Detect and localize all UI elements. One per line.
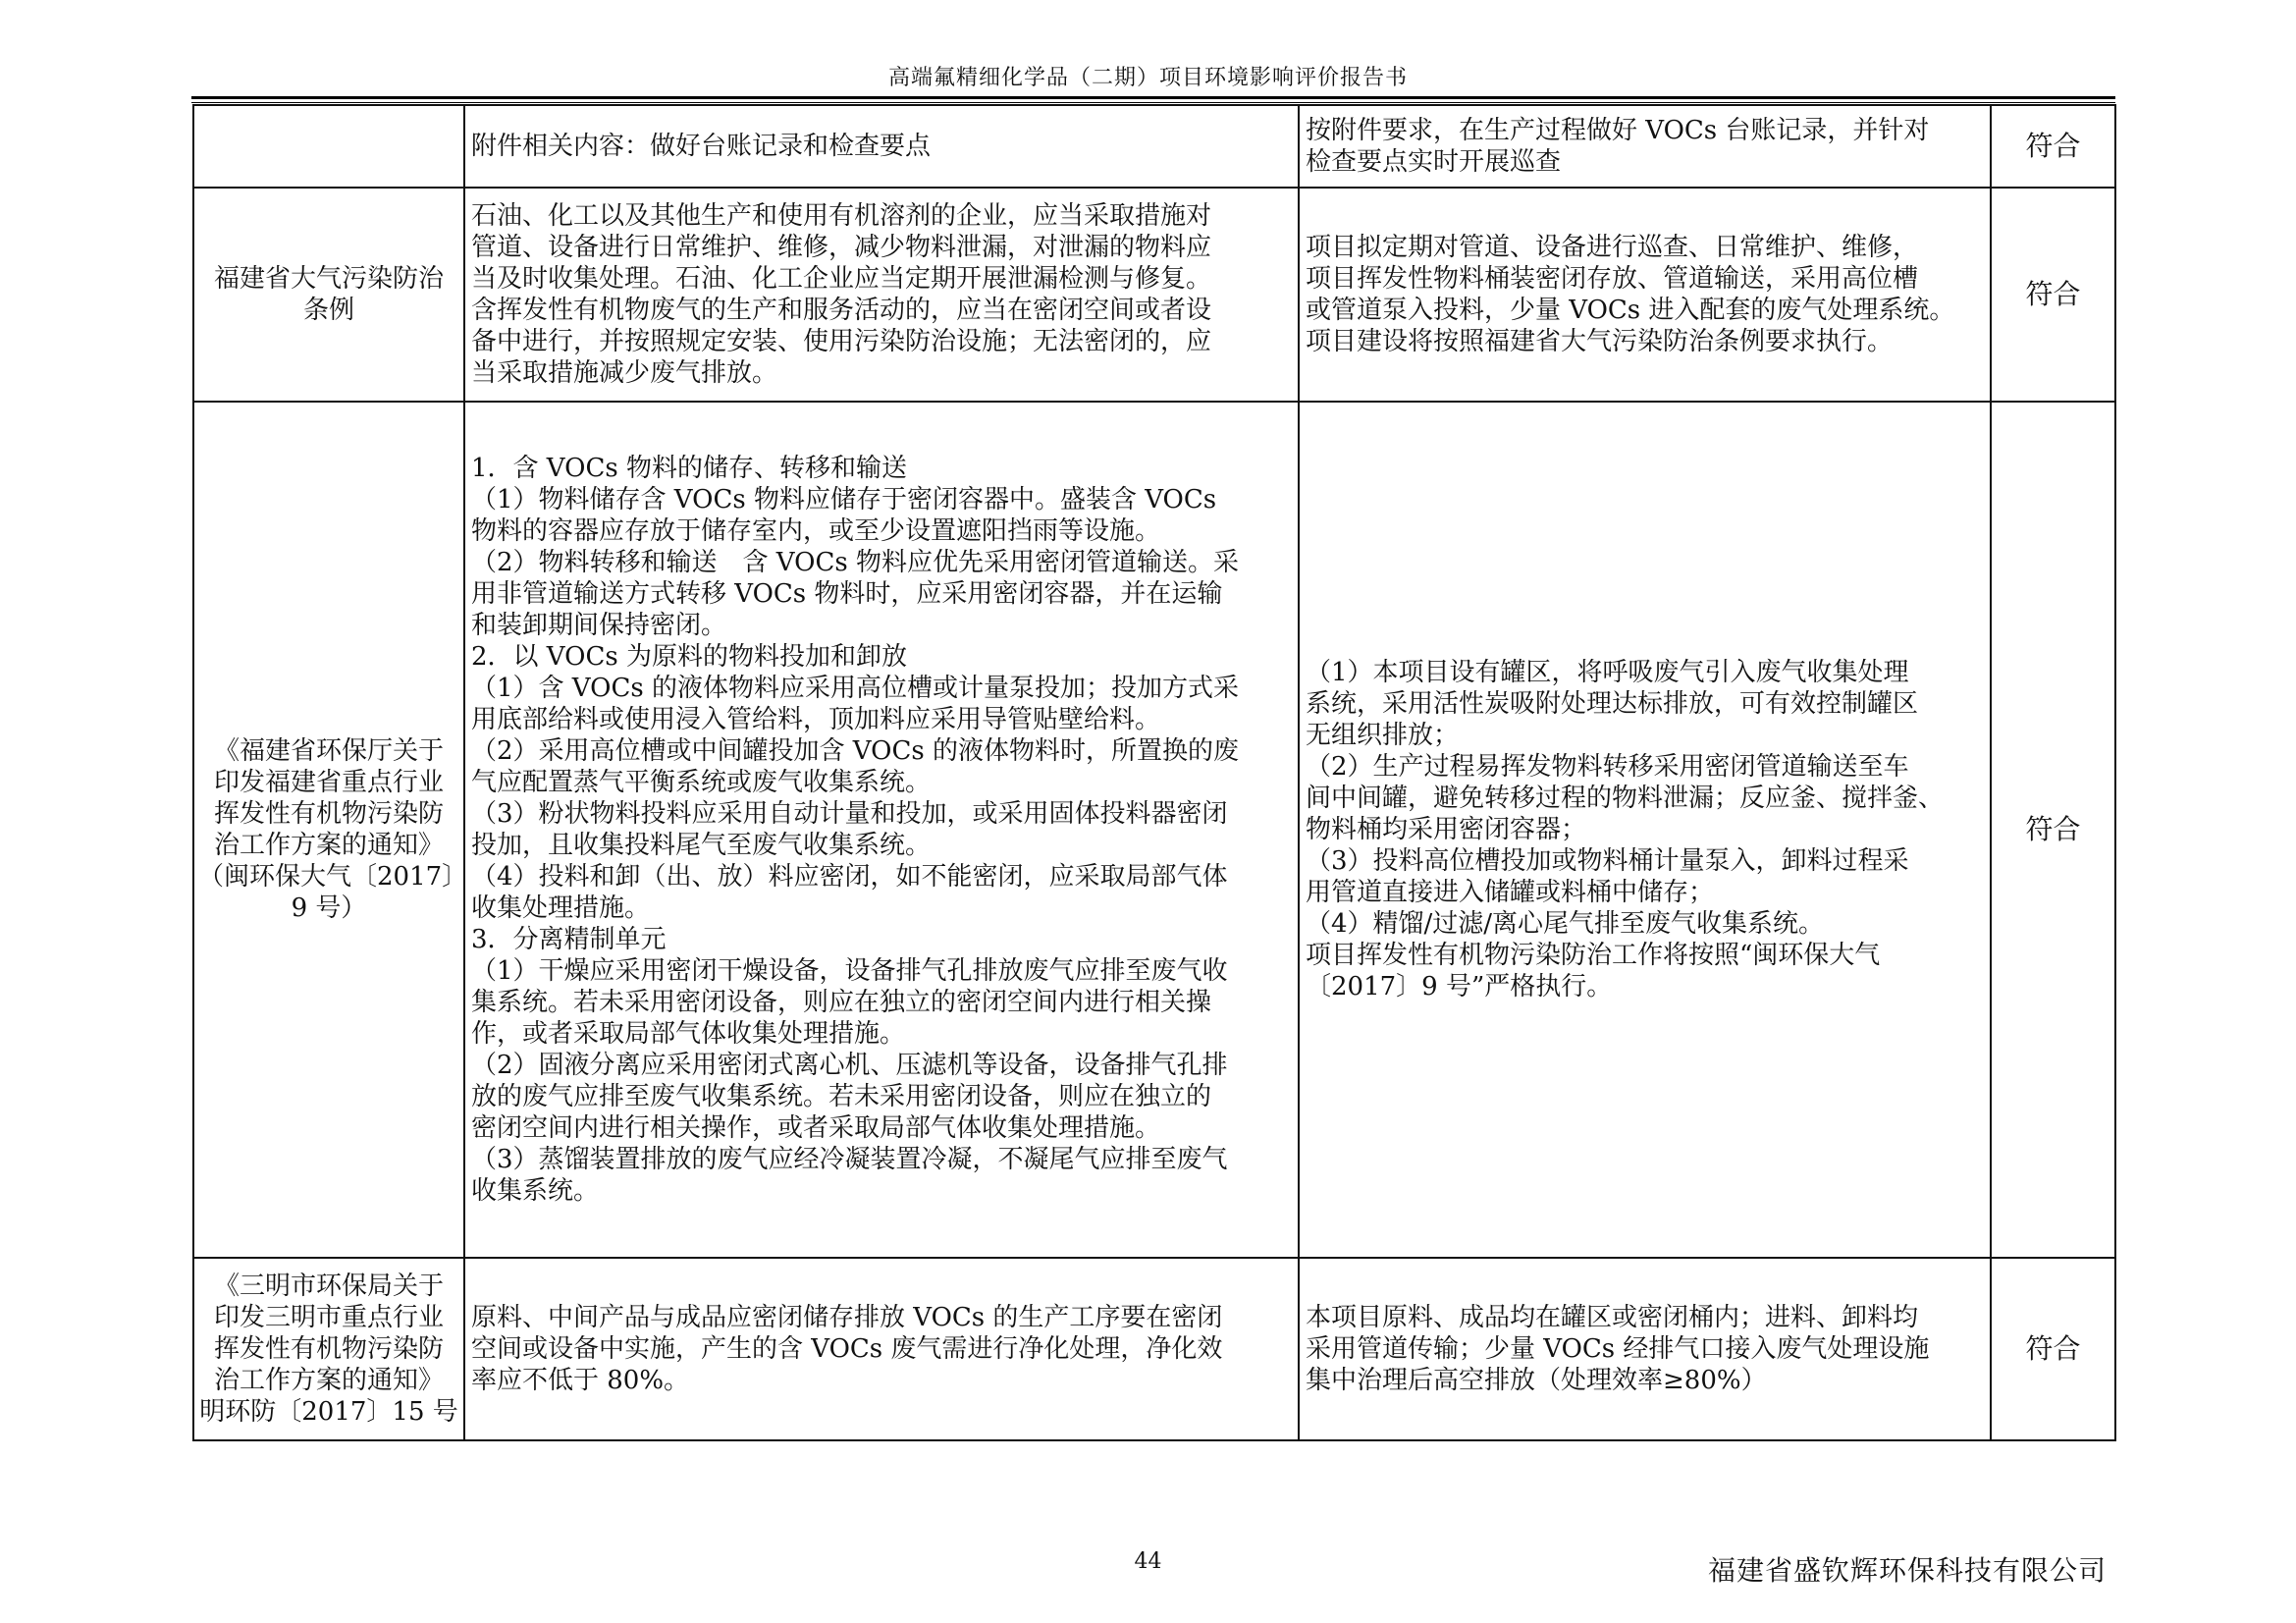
text-line: 检查要点实时开展巡查 <box>1306 147 1562 177</box>
text-line: （2）固液分离应采用密闭式离心机、压滤机等设备，设备排气孔排 <box>471 1051 1228 1080</box>
text-line: （4）投料和卸（出、放）料应密闭，如不能密闭，应采取局部气体 <box>471 862 1228 892</box>
text-line: （2）采用高位槽或中间罐投加含 VOCs 的液体物料时，所置换的废 <box>471 736 1239 766</box>
text-line: 收集系统。 <box>471 1176 600 1206</box>
text-line: （3）粉状物料投料应采用自动计量和投加，或采用固体投料器密闭 <box>471 799 1228 829</box>
text-line: 1．含 VOCs 物料的储存、转移和输送 <box>471 454 907 483</box>
result-cell: 符合 <box>1991 105 2115 188</box>
text-line: 《三明市环保局关于 <box>213 1271 444 1301</box>
text-line: （4）精馏/过滤/离心尾气排至废气收集系统。 <box>1306 909 1825 939</box>
regulation-cell <box>193 1258 464 1440</box>
table-row <box>193 1258 2115 1440</box>
company-name: 福建省盛钦辉环保科技有限公司 <box>1707 1554 2107 1587</box>
text-line: 率应不低于 80%。 <box>471 1366 690 1395</box>
result-cell: 符合 <box>1991 188 2115 402</box>
text-line: 采用管道传输；少量 VOCs 经排气口接入废气处理设施 <box>1306 1334 1930 1364</box>
text-line: 当采取措施减少废气排放。 <box>471 358 778 388</box>
text-line: （1）物料储存含 VOCs 物料应储存于密闭容器中。盛装含 VOCs <box>471 485 1217 514</box>
text-line: 当及时收集处理。石油、化工企业应当定期开展泄漏检测与修复。 <box>471 264 1212 294</box>
table-row <box>193 188 2115 402</box>
implementation-cell <box>1299 188 1991 402</box>
requirement-cell <box>464 188 1299 402</box>
text-line: 密闭空间内进行相关操作，或者采取局部气体收集处理措施。 <box>471 1113 1161 1143</box>
requirement-cell <box>464 1258 1299 1440</box>
text-line: 集中治理后高空排放（处理效率≥80%） <box>1306 1366 1767 1395</box>
text-line: 物料桶均采用密闭容器； <box>1306 815 1587 844</box>
table-row <box>193 105 2115 188</box>
text-line: 投加，且收集投料尾气至废气收集系统。 <box>471 831 932 860</box>
text-line: 明环防〔2017〕15 号 <box>199 1397 458 1427</box>
text-line: （3）蒸馏装置排放的废气应经冷凝装置冷凝，不凝尾气应排至废气 <box>471 1145 1228 1174</box>
text-line: （3）投料高位槽投加或物料桶计量泵入，卸料过程采 <box>1306 846 1909 876</box>
text-line: （2）生产过程易挥发物料转移采用密闭管道输送至车 <box>1306 752 1909 782</box>
text-line: 本项目原料、成品均在罐区或密闭桶内；进料、卸料均 <box>1306 1303 1919 1332</box>
text-line: 治工作方案的通知》 <box>213 1366 444 1395</box>
implementation-cell <box>1299 402 1991 1258</box>
text-line: 原料、中间产品与成品应密闭储存排放 VOCs 的生产工序要在密闭 <box>471 1303 1223 1332</box>
requirement-cell <box>464 402 1299 1258</box>
text-line: 印发福建省重点行业 <box>213 768 444 797</box>
text-line: 备中进行，并按照规定安装、使用污染防治设施；无法密闭的，应 <box>471 327 1212 356</box>
text-line: 物料的容器应存放于储存室内，或至少设置遮阳挡雨等设施。 <box>471 516 1161 546</box>
text-line: 治工作方案的通知》 <box>213 831 444 860</box>
text-line: 3．分离精制单元 <box>471 925 667 954</box>
result-cell: 符合 <box>1991 1258 2115 1440</box>
text-line: 和装卸期间保持密闭。 <box>471 611 727 640</box>
text-line: 集系统。若未采用密闭设备，则应在独立的密闭空间内进行相关操 <box>471 988 1212 1017</box>
text-line: 2．以 VOCs 为原料的物料投加和卸放 <box>471 642 907 672</box>
text-line: 项目建设将按照福建省大气污染防治条例要求执行。 <box>1306 327 1894 356</box>
header-rule-thin <box>191 102 2115 103</box>
text-line: 无组织排放； <box>1306 721 1460 750</box>
text-line: 附件相关内容：做好台账记录和检查要点 <box>471 132 932 161</box>
compliance-table <box>192 104 2116 1441</box>
text-line: 项目挥发性有机物污染防治工作将按照“闽环保大气 <box>1306 941 1881 970</box>
text-line: 收集处理措施。 <box>471 893 651 923</box>
text-line: 空间或设备中实施，产生的含 VOCs 废气需进行净化处理，净化效 <box>471 1334 1223 1364</box>
implementation-cell <box>1299 105 1991 188</box>
text-line: 9 号） <box>291 893 367 923</box>
text-line: 气应配置蒸气平衡系统或废气收集系统。 <box>471 768 932 797</box>
text-line: 间中间罐，避免转移过程的物料泄漏；反应釜、搅拌釜、 <box>1306 784 1945 813</box>
text-line: 印发三明市重点行业 <box>213 1303 444 1332</box>
text-line: 条例 <box>302 296 354 325</box>
text-line: 按附件要求，在生产过程做好 VOCs 台账记录，并针对 <box>1306 116 1930 145</box>
text-line: 系统，采用活性炭吸附处理达标排放，可有效控制罐区 <box>1306 689 1919 719</box>
text-line: （闽环保大气〔2017〕 <box>198 862 468 892</box>
header-rule-thick <box>191 96 2115 99</box>
text-line: 项目拟定期对管道、设备进行巡查、日常维护、维修， <box>1306 233 1919 262</box>
text-line: 挥发性有机物污染防 <box>213 799 444 829</box>
text-line: 含挥发性有机物废气的生产和服务活动的，应当在密闭空间或者设 <box>471 296 1212 325</box>
text-line: 用底部给料或使用浸入管给料，顶加料应采用导管贴壁给料。 <box>471 705 1161 734</box>
implementation-cell <box>1299 1258 1991 1440</box>
text-line: （1）含 VOCs 的液体物料应采用高位槽或计量泵投加；投加方式采 <box>471 674 1239 703</box>
regulation-cell <box>193 402 468 1258</box>
text-line: 用管道直接进入储罐或料桶中储存； <box>1306 878 1715 907</box>
text-line: 〔2017〕9 号”严格执行。 <box>1306 972 1613 1001</box>
text-line: 《福建省环保厅关于 <box>213 736 444 766</box>
text-line: （2）物料转移和输送 含 VOCs 物料应优先采用密闭管道输送。采 <box>471 548 1239 577</box>
text-line: 管道、设备进行日常维护、维修，减少物料泄漏，对泄漏的物料应 <box>471 233 1212 262</box>
text-line: 挥发性有机物污染防 <box>213 1334 444 1364</box>
regulation-cell <box>193 188 464 402</box>
document-header-title: 高端氟精细化学品（二期）项目环境影响评价报告书 <box>887 66 1408 90</box>
text-line: 放的废气应排至废气收集系统。若未采用密闭设备，则应在独立的 <box>471 1082 1212 1111</box>
text-line: 福建省大气污染防治 <box>213 264 444 294</box>
text-line: （1）干燥应采用密闭干燥设备，设备排气孔排放废气应排至废气收 <box>471 956 1228 986</box>
page-number: 44 <box>1134 1549 1162 1574</box>
result-cell: 符合 <box>1991 402 2115 1258</box>
text-line: 项目挥发性物料桶装密闭存放、管道输送，采用高位槽 <box>1306 264 1919 294</box>
text-line: 石油、化工以及其他生产和使用有机溶剂的企业，应当采取措施对 <box>471 201 1212 231</box>
text-line: 或管道泵入投料，少量 VOCs 进入配套的废气处理系统。 <box>1306 296 1955 325</box>
requirement-cell <box>464 105 1299 188</box>
table-row <box>193 402 2115 1258</box>
text-line: 用非管道输送方式转移 VOCs 物料时，应采用密闭容器，并在运输 <box>471 579 1223 609</box>
text-line: 作，或者采取局部气体收集处理措施。 <box>471 1019 906 1049</box>
text-line: （1）本项目设有罐区，将呼吸废气引入废气收集处理 <box>1306 658 1909 687</box>
regulation-cell <box>193 105 464 188</box>
